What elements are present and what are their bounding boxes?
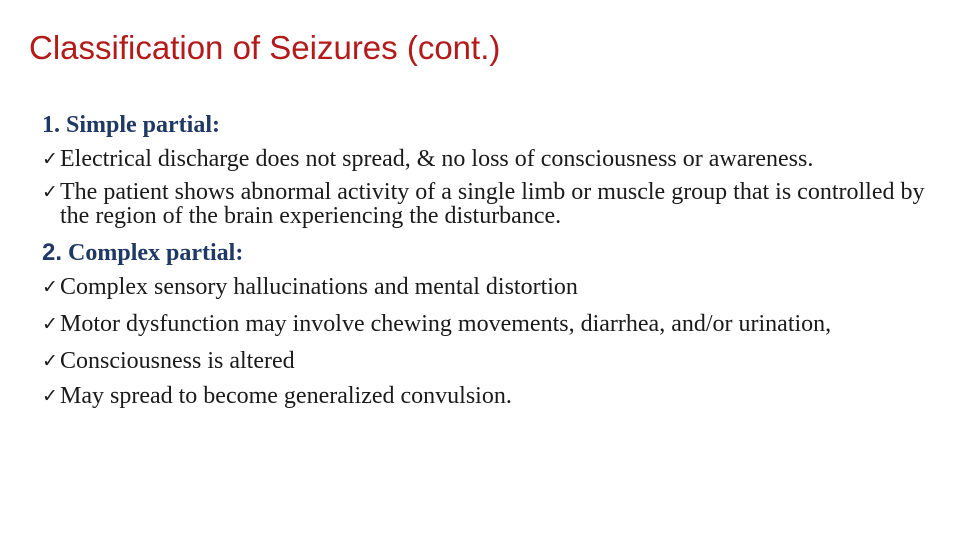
section-heading-simple-partial [42,108,942,142]
list-item [42,147,942,171]
list-item [42,312,942,336]
list-item [42,275,942,299]
checkmark-icon: ✓ [42,276,58,298]
list-item [42,180,942,228]
list-item [42,384,942,408]
slide-content [42,108,942,408]
section-title: Simple partial: [66,112,220,138]
list-item-text: The patient shows abnormal activity of a single limb or muscle group that is controlled by the region of the brain experiencing the disturbance. [60,179,925,229]
section-heading-complex-partial [42,236,942,270]
list-item-text: Complex sensory hallucinations and mental distortion [60,274,578,300]
list-item-text: Motor dysfunction may involve chewing movements, diarrhea, and/or urination, [60,311,832,337]
checkmark-icon: ✓ [42,148,58,170]
section-title: Complex partial: [68,240,244,266]
slide-title: Classification of Seizures (cont.) [29,29,501,66]
list-item-text: May spread to become generalized convulsion. [60,383,512,409]
section-number: 2. [42,239,63,266]
list-item-text: Electrical discharge does not spread, & no loss of consciousness or awareness. [60,146,814,172]
section-number: 1. [42,112,60,138]
list-item [42,349,942,373]
checkmark-icon: ✓ [42,350,58,372]
checkmark-icon: ✓ [42,313,58,335]
checkmark-icon: ✓ [42,181,58,203]
list-item-text: Consciousness is altered [60,348,295,374]
checkmark-icon: ✓ [42,385,58,407]
